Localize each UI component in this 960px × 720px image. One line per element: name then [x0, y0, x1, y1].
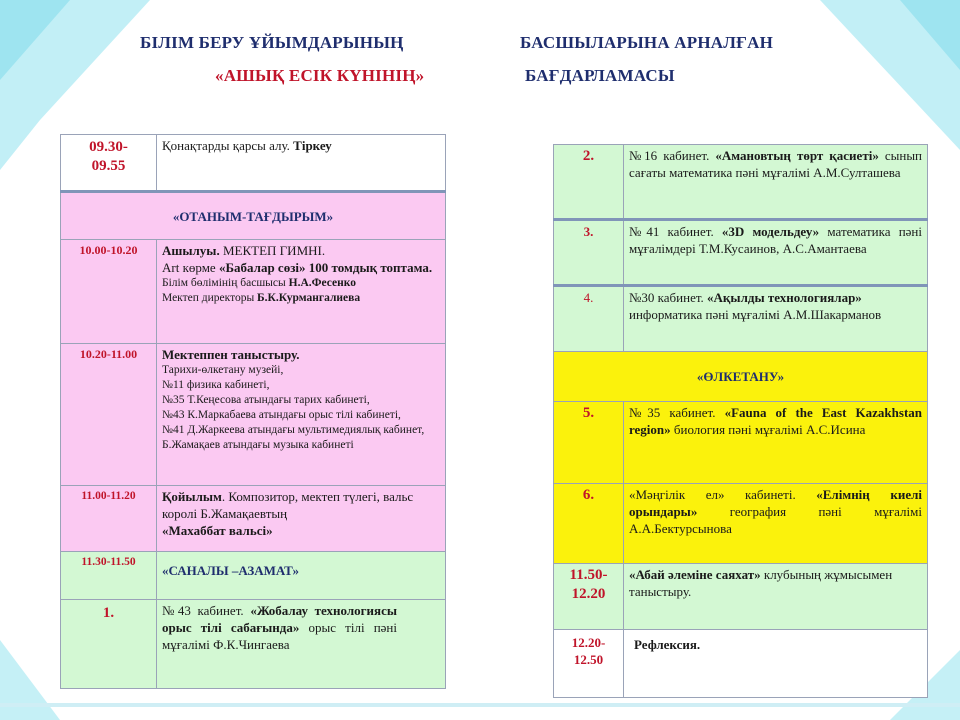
activity-cell [157, 600, 446, 689]
title-line1-right: БАСШЫЛАРЫНА АРНАЛҒАН [520, 33, 773, 52]
activity-bold: «3D модельдеу» [721, 224, 820, 239]
table-row [61, 486, 446, 552]
activity-text: информатика пәні мұғалімі А.М.Шакарманов [629, 307, 882, 322]
activity-text: МЕКТЕП ГИМНІ. [219, 243, 326, 258]
time-cell: 11.00-11.20 [61, 486, 157, 552]
activity-cell [624, 286, 928, 352]
activity-text: №16 кабинет. [629, 148, 716, 163]
activity-bold: «Елімнің киелі орындары» [629, 487, 922, 519]
activity-bold: «Жобалау технологиясы орыс тілі сабағында» [162, 603, 398, 635]
number-cell: 2. [554, 145, 624, 220]
section-title: «ӨЛКЕТАНУ» [554, 352, 928, 402]
section-title: «ОТАНЫМ-ТАҒДЫРЫМ» [61, 192, 446, 240]
activity-text: №30 кабинет. [629, 290, 708, 305]
activity-text: №43 кабинет. [162, 603, 251, 618]
activity-bold: «Абай әлеміне саяхат» [629, 567, 761, 582]
list-item: №35 Т.Кеңесова атындағы тарих кабинеті, [162, 394, 370, 406]
section-title: «САНАЛЫ –АЗАМАТ» [157, 552, 446, 600]
activity-text: сынып сағаты математика пәні мұғалімі А.М.Султашева [629, 148, 923, 180]
activity-bold: Рефлексия. [634, 637, 701, 652]
activity-heading: Мектеппен таныстыру. [162, 347, 300, 362]
table-row [61, 240, 446, 344]
table-row [61, 135, 446, 192]
table-row [61, 344, 446, 486]
number-cell: 6. [554, 484, 624, 564]
activity-bold: Ашылуы. [162, 243, 220, 258]
activity-text: биология пәні мұғалімі А.С.Исина [670, 422, 866, 437]
activity-bold: «Fauna of the East Kazakhstan region» [629, 405, 922, 437]
activity-bold: «Бабалар сөзі» 100 томдық топтама. [218, 260, 433, 275]
activity-text: №35 кабинет. [629, 405, 725, 420]
activity-text: орыс тілі пәні мұғалімі Ф.К.Чингаева [162, 620, 397, 652]
table-row [554, 286, 928, 352]
activity-text: клубының жұмысымен таныстыру. [629, 567, 893, 599]
activity-bold: Қойылым [162, 489, 222, 504]
table-row [554, 145, 928, 220]
time-cell: 11.50- 12.20 [554, 564, 624, 630]
table-row [554, 220, 928, 286]
activity-text: Білім бөлімінің басшысы [162, 277, 289, 289]
activity-text: Мектеп директоры [162, 292, 258, 304]
list-item: Тарихи-өлкетану музейі, [162, 364, 284, 376]
right-schedule-table [553, 144, 928, 698]
title-line2-left: «АШЫҚ ЕСІК КҮНІНІҢ» [215, 66, 425, 85]
activity-text: Қонақтарды қарсы алу. [162, 138, 294, 153]
activity-cell [157, 486, 446, 552]
activity-cell [624, 145, 928, 220]
activity-bold: «Махаббат вальсі» [162, 523, 273, 538]
left-schedule-table [60, 134, 446, 689]
number-cell: 5. [554, 402, 624, 484]
time-cell: 11.30-11.50 [61, 552, 157, 600]
activity-text: математика пәні мұғалімдері Т.М.Кусаинов, А.С.Амантаева [629, 224, 922, 256]
number-cell: 4. [554, 286, 624, 352]
activity-cell [624, 220, 928, 286]
time-cell: 12.20- 12.50 [554, 630, 624, 698]
number-cell: 3. [554, 220, 624, 286]
activity-cell [157, 240, 446, 344]
time-cell: 09.30- 09.55 [61, 135, 157, 192]
list-item: №11 физика кабинеті, [162, 379, 270, 391]
table-row [61, 552, 446, 600]
activity-bold: «Амановтың төрт қасиеті» [715, 148, 879, 163]
title-line1-left: БІЛІМ БЕРУ ҰЙЫМДАРЫНЫҢ [140, 33, 404, 52]
activity-cell [624, 484, 928, 564]
activity-cell [624, 564, 928, 630]
title-line2-right: БАҒДАРЛАМАСЫ [525, 66, 675, 85]
activity-bold: «Ақылды технологиялар» [707, 290, 862, 305]
activity-text: Art көрме [162, 260, 219, 275]
activity-text: география пәні мұғалімі А.А.Бектурсынова [629, 504, 922, 536]
activity-cell [624, 630, 928, 698]
activity-text: . Композитор, мектеп түлегі, вальс королі Б.Жамақаевтың [162, 489, 414, 521]
time-cell: 10.00-10.20 [61, 240, 157, 344]
table-row [554, 564, 928, 630]
time-cell: 10.20-11.00 [61, 344, 157, 486]
activity-cell [624, 402, 928, 484]
section-row [61, 192, 446, 240]
table-row [554, 402, 928, 484]
number-cell: 1. [61, 600, 157, 689]
table-row [61, 600, 446, 689]
activity-cell [157, 135, 446, 192]
list-item: №41 Д.Жаркеева атындағы мультимедиялық кабинет, [162, 424, 425, 436]
list-item: Б.Жамақаев атындағы музыка кабинеті [162, 439, 354, 451]
section-row [554, 352, 928, 402]
activity-bold: Тіркеу [293, 138, 332, 153]
activity-cell [157, 344, 446, 486]
activity-text: №41 кабинет. [629, 224, 722, 239]
table-row [554, 484, 928, 564]
activity-bold: Б.К.Курмангалиева [257, 292, 361, 304]
table-row [554, 630, 928, 698]
list-item: №43 К.Маркабаева атындағы орыс тілі кабинеті, [162, 409, 401, 421]
activity-text: «Мәңгілік ел» кабинеті. [629, 487, 817, 502]
activity-bold: Н.А.Фесенко [288, 277, 356, 289]
